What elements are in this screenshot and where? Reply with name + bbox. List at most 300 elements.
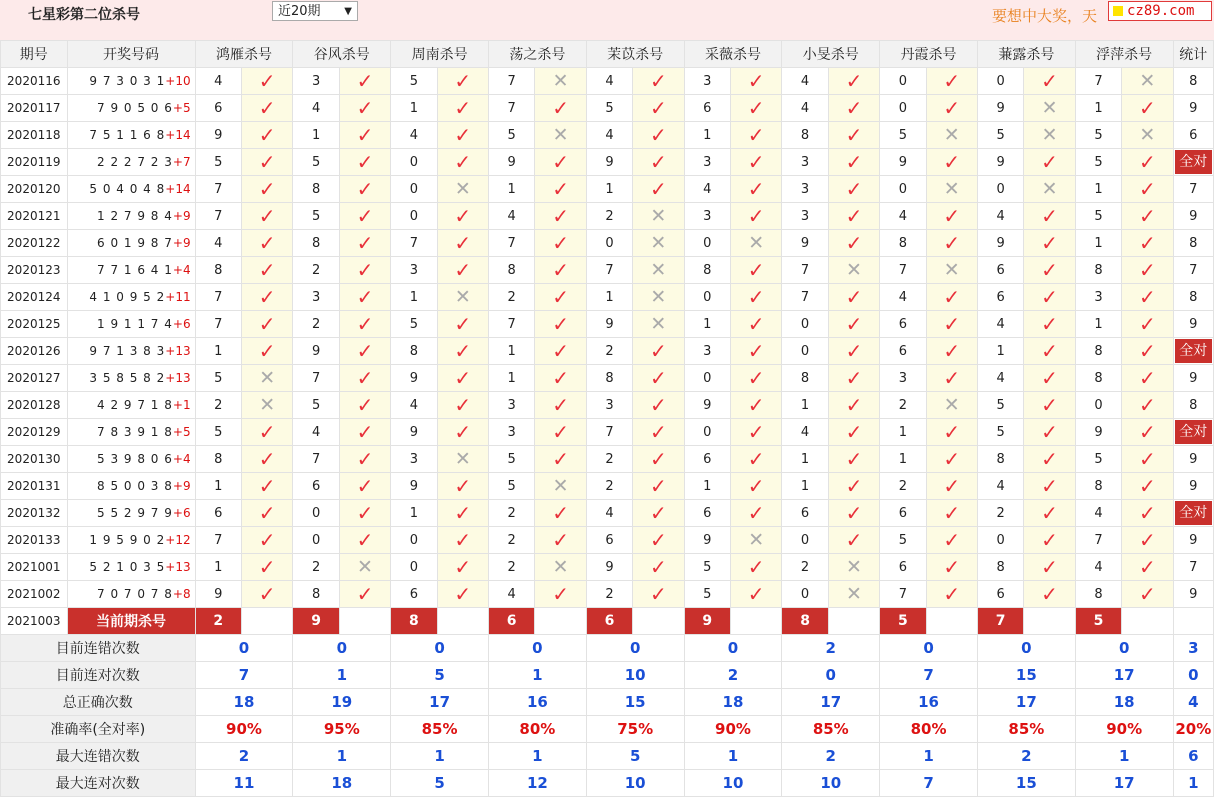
summary-value: 85% — [977, 716, 1075, 743]
check-icon: ✓ — [1041, 257, 1058, 282]
kill-number-cell: 5 — [880, 527, 926, 554]
check-icon: ✓ — [258, 284, 276, 309]
period-cell: 2020121 — [1, 203, 68, 230]
kill-number-cell: 0 — [684, 365, 730, 392]
draw-sum: +12 — [165, 533, 191, 547]
check-icon: ✓ — [454, 500, 472, 525]
result-cell — [1024, 392, 1075, 419]
kill-number-cell: 7 — [1075, 527, 1121, 554]
check-icon: ✓ — [649, 527, 667, 552]
kill-number-cell: 7 — [880, 257, 926, 284]
result-cell — [828, 257, 879, 284]
check-icon: ✓ — [552, 500, 569, 525]
result-cell — [437, 392, 488, 419]
draw-sum: +8 — [172, 587, 191, 601]
summary-value: 0 — [488, 635, 586, 662]
cross-icon: ✕ — [650, 258, 667, 281]
summary-label: 最大连错次数 — [1, 743, 196, 770]
check-icon: ✓ — [943, 500, 961, 525]
check-icon: ✓ — [356, 446, 374, 471]
summary-value: 1 — [488, 743, 586, 770]
kill-number-cell: 7 — [488, 230, 534, 257]
stat-cell: 7 — [1173, 257, 1213, 284]
result-cell — [633, 338, 684, 365]
kill-number-cell: 8 — [586, 365, 632, 392]
kill-number-cell: 6 — [880, 554, 926, 581]
result-cell — [437, 257, 488, 284]
result-cell — [730, 581, 781, 608]
check-icon: ✓ — [258, 203, 276, 228]
summary-value: 0 — [782, 662, 880, 689]
col-header-expert: 蒹露杀号 — [977, 41, 1075, 68]
check-icon: ✓ — [1041, 527, 1058, 552]
check-icon: ✓ — [649, 149, 667, 174]
check-icon: ✓ — [747, 257, 765, 282]
kill-number-cell: 0 — [977, 68, 1023, 95]
period-cell: 2020131 — [1, 473, 68, 500]
result-cell — [633, 149, 684, 176]
result-cell — [241, 230, 292, 257]
kill-number-cell: 4 — [293, 419, 339, 446]
kill-number-cell: 4 — [684, 176, 730, 203]
kill-number-cell: 9 — [391, 365, 437, 392]
site-logo[interactable] — [1108, 1, 1212, 21]
result-cell — [828, 365, 879, 392]
check-icon: ✓ — [552, 257, 569, 282]
cross-icon: ✕ — [1041, 96, 1058, 119]
draw-sum: +6 — [172, 317, 191, 331]
result-cell — [535, 176, 586, 203]
check-icon: ✓ — [1041, 473, 1058, 498]
kill-number-cell: 7 — [880, 581, 926, 608]
table-row — [1, 446, 1214, 473]
kill-number-cell: 8 — [293, 176, 339, 203]
col-header-expert: 茉苡杀号 — [586, 41, 684, 68]
check-icon: ✓ — [1138, 473, 1156, 498]
check-icon: ✓ — [552, 392, 569, 417]
result-cell — [828, 500, 879, 527]
check-icon: ✓ — [747, 365, 765, 390]
check-icon: ✓ — [1138, 176, 1156, 201]
kill-number-cell: 8 — [195, 257, 241, 284]
kill-number-cell: 6 — [684, 500, 730, 527]
check-icon: ✓ — [1041, 149, 1058, 174]
summary-value: 18 — [293, 770, 391, 797]
cross-icon: ✕ — [552, 474, 569, 497]
kill-number-cell: 9 — [488, 149, 534, 176]
current-kill-label: 当前期杀号 — [67, 608, 195, 635]
draw-digits: 7 0 7 0 7 8 — [97, 587, 173, 601]
current-period-cell: 2021003 — [1, 608, 68, 635]
check-icon: ✓ — [258, 176, 276, 201]
cross-icon: ✕ — [1139, 69, 1156, 92]
period-cell: 2020128 — [1, 392, 68, 419]
table-row — [1, 230, 1214, 257]
kill-number-cell: 5 — [977, 419, 1023, 446]
cross-icon: ✕ — [943, 123, 960, 146]
check-icon: ✓ — [454, 203, 472, 228]
kill-number-cell: 1 — [391, 95, 437, 122]
kill-number-cell: 8 — [880, 230, 926, 257]
result-cell — [730, 527, 781, 554]
cross-icon: ✕ — [1041, 177, 1058, 200]
check-icon: ✓ — [454, 95, 472, 120]
kill-number-cell: 6 — [880, 311, 926, 338]
empty-cell — [535, 608, 586, 635]
kill-number-cell: 2 — [586, 581, 632, 608]
kill-number-cell: 1 — [195, 338, 241, 365]
check-icon: ✓ — [943, 365, 961, 390]
summary-value: 18 — [1075, 689, 1173, 716]
stat-cell: 9 — [1173, 365, 1213, 392]
kill-number-cell: 3 — [684, 68, 730, 95]
summary-value: 17 — [1075, 770, 1173, 797]
summary-stat: 20% — [1173, 716, 1213, 743]
check-icon: ✓ — [258, 527, 276, 552]
check-icon: ✓ — [258, 419, 276, 444]
result-cell — [535, 419, 586, 446]
table-row — [1, 365, 1214, 392]
check-icon: ✓ — [552, 527, 569, 552]
result-cell — [437, 68, 488, 95]
result-cell — [828, 527, 879, 554]
draw-digits: 5 5 2 9 7 9 — [97, 506, 173, 520]
kill-number-cell: 2 — [293, 554, 339, 581]
kill-number-cell: 9 — [586, 149, 632, 176]
result-cell — [828, 419, 879, 446]
kill-number-cell: 3 — [782, 149, 828, 176]
kill-number-cell: 9 — [782, 230, 828, 257]
table-row — [1, 203, 1214, 230]
table-row — [1, 392, 1214, 419]
check-icon: ✓ — [356, 149, 374, 174]
table-header-row — [1, 41, 1214, 68]
check-icon: ✓ — [356, 581, 374, 606]
result-cell — [828, 338, 879, 365]
check-icon: ✓ — [649, 338, 667, 363]
result-cell — [926, 527, 977, 554]
stat-cell: 8 — [1173, 68, 1213, 95]
current-kill-number: 2 — [195, 608, 241, 635]
table-row — [1, 338, 1214, 365]
summary-value: 19 — [293, 689, 391, 716]
check-icon: ✓ — [258, 311, 276, 336]
kill-number-cell: 5 — [1075, 203, 1121, 230]
result-cell — [535, 122, 586, 149]
result-cell — [535, 203, 586, 230]
result-cell — [730, 419, 781, 446]
kill-number-cell: 9 — [195, 581, 241, 608]
kill-number-cell: 0 — [391, 554, 437, 581]
check-icon: ✓ — [943, 446, 961, 471]
result-cell — [339, 95, 390, 122]
logo-square-icon — [1113, 6, 1123, 16]
check-icon: ✓ — [454, 230, 472, 255]
check-icon: ✓ — [1138, 149, 1156, 174]
draw-digits: 8 5 0 0 3 8 — [97, 479, 173, 493]
check-icon: ✓ — [845, 419, 863, 444]
table-row — [1, 527, 1214, 554]
kill-number-cell: 3 — [586, 392, 632, 419]
check-icon: ✓ — [258, 500, 276, 525]
check-icon: ✓ — [845, 203, 863, 228]
kill-number-cell: 0 — [293, 500, 339, 527]
result-cell — [339, 554, 390, 581]
kill-number-cell: 8 — [293, 581, 339, 608]
draw-digits: 6 0 1 9 8 7 — [97, 236, 173, 250]
draw-digits: 4 1 0 9 5 2 — [89, 290, 166, 304]
summary-value: 15 — [977, 662, 1075, 689]
summary-stat: 6 — [1173, 743, 1213, 770]
summary-label: 准确率(全对率) — [1, 716, 196, 743]
summary-value: 80% — [488, 716, 586, 743]
result-cell — [241, 95, 292, 122]
kill-number-cell: 1 — [488, 176, 534, 203]
check-icon: ✓ — [356, 365, 374, 390]
kill-number-cell: 4 — [488, 203, 534, 230]
check-icon: ✓ — [454, 149, 472, 174]
kill-number-cell: 4 — [1075, 500, 1121, 527]
kill-number-cell: 9 — [586, 311, 632, 338]
kill-number-cell: 8 — [391, 338, 437, 365]
result-cell — [437, 149, 488, 176]
table-row — [1, 311, 1214, 338]
result-cell — [339, 176, 390, 203]
result-cell — [437, 446, 488, 473]
check-icon: ✓ — [1041, 554, 1058, 579]
col-header-expert: 浮萍杀号 — [1075, 41, 1173, 68]
current-kill-number: 6 — [488, 608, 534, 635]
check-icon: ✓ — [649, 122, 667, 147]
current-kill-number: 9 — [684, 608, 730, 635]
result-cell — [730, 500, 781, 527]
result-cell — [828, 311, 879, 338]
kill-number-cell: 4 — [782, 68, 828, 95]
result-cell — [1024, 284, 1075, 311]
kill-number-cell: 6 — [977, 257, 1023, 284]
table-row — [1, 122, 1214, 149]
period-range-value: 近20期 — [278, 4, 321, 19]
result-cell — [535, 500, 586, 527]
all-correct-badge: 全对 — [1175, 420, 1212, 444]
kill-number-cell: 0 — [782, 338, 828, 365]
check-icon: ✓ — [1041, 419, 1058, 444]
stat-cell — [1173, 500, 1213, 527]
result-cell — [241, 473, 292, 500]
result-cell — [926, 554, 977, 581]
table-row — [1, 581, 1214, 608]
check-icon: ✓ — [747, 581, 765, 606]
summary-value: 1 — [293, 743, 391, 770]
kill-number-cell: 7 — [1075, 68, 1121, 95]
kill-number-cell: 4 — [391, 122, 437, 149]
check-icon: ✓ — [1138, 527, 1156, 552]
kill-number-cell: 4 — [195, 230, 241, 257]
result-cell — [926, 68, 977, 95]
result-cell — [633, 554, 684, 581]
kill-number-cell: 8 — [1075, 473, 1121, 500]
kill-number-cell: 5 — [684, 554, 730, 581]
table-row — [1, 419, 1214, 446]
check-icon: ✓ — [356, 230, 374, 255]
kill-number-cell: 8 — [488, 257, 534, 284]
result-cell — [1024, 581, 1075, 608]
stat-cell: 7 — [1173, 176, 1213, 203]
table-row — [1, 500, 1214, 527]
check-icon: ✓ — [649, 68, 667, 93]
kill-number-cell: 6 — [977, 284, 1023, 311]
col-header-period: 期号 — [1, 41, 68, 68]
result-cell — [339, 68, 390, 95]
result-cell — [1122, 284, 1173, 311]
stat-cell: 8 — [1173, 284, 1213, 311]
result-cell — [1122, 446, 1173, 473]
check-icon: ✓ — [649, 500, 667, 525]
table-row — [1, 176, 1214, 203]
result-cell — [437, 500, 488, 527]
cross-icon: ✕ — [846, 582, 862, 605]
check-icon: ✓ — [845, 149, 863, 174]
check-icon: ✓ — [356, 392, 374, 417]
summary-value: 80% — [880, 716, 978, 743]
draw-digits: 7 5 1 1 6 8 — [89, 128, 166, 142]
empty-cell — [1122, 608, 1173, 635]
draw-sum: +13 — [165, 371, 191, 385]
kill-number-cell: 0 — [782, 527, 828, 554]
chevron-down-icon: ▼ — [344, 6, 352, 17]
result-cell — [1122, 95, 1173, 122]
result-cell — [1122, 203, 1173, 230]
check-icon: ✓ — [1138, 203, 1156, 228]
result-cell — [1024, 473, 1075, 500]
period-cell: 2020127 — [1, 365, 68, 392]
result-cell — [828, 473, 879, 500]
kill-number-cell: 5 — [391, 68, 437, 95]
kill-number-cell: 1 — [293, 122, 339, 149]
kill-number-cell: 7 — [488, 311, 534, 338]
check-icon: ✓ — [552, 230, 569, 255]
kill-number-cell: 1 — [391, 500, 437, 527]
check-icon: ✓ — [258, 581, 276, 606]
summary-value: 17 — [1075, 662, 1173, 689]
draw-number-cell — [67, 176, 195, 203]
draw-digits: 1 9 5 9 0 2 — [89, 533, 166, 547]
kill-number-cell: 9 — [195, 122, 241, 149]
result-cell — [1122, 68, 1173, 95]
kill-number-cell: 6 — [586, 527, 632, 554]
draw-sum: +10 — [165, 74, 191, 88]
period-range-select[interactable] — [272, 1, 358, 21]
check-icon: ✓ — [258, 338, 276, 363]
result-cell — [437, 311, 488, 338]
check-icon: ✓ — [649, 446, 667, 471]
summary-value: 85% — [782, 716, 880, 743]
result-cell — [828, 68, 879, 95]
summary-value: 18 — [684, 689, 782, 716]
result-cell — [241, 311, 292, 338]
check-icon: ✓ — [1138, 554, 1156, 579]
check-icon: ✓ — [747, 149, 765, 174]
check-icon: ✓ — [845, 176, 863, 201]
result-cell — [535, 68, 586, 95]
col-header-expert: 丹霞杀号 — [880, 41, 978, 68]
kill-number-cell: 5 — [977, 392, 1023, 419]
result-cell — [828, 392, 879, 419]
check-icon: ✓ — [747, 419, 765, 444]
kill-number-cell: 4 — [977, 203, 1023, 230]
stat-cell: 8 — [1173, 230, 1213, 257]
result-cell — [730, 68, 781, 95]
draw-sum: +9 — [172, 209, 191, 223]
result-cell — [1122, 149, 1173, 176]
check-icon: ✓ — [1041, 311, 1058, 336]
period-cell: 2020124 — [1, 284, 68, 311]
kill-number-cell: 3 — [782, 203, 828, 230]
result-cell — [437, 419, 488, 446]
summary-row — [1, 770, 1214, 797]
summary-value: 5 — [586, 743, 684, 770]
kill-number-cell: 1 — [782, 473, 828, 500]
check-icon: ✓ — [258, 68, 276, 93]
check-icon: ✓ — [1138, 230, 1156, 255]
kill-number-cell: 7 — [293, 365, 339, 392]
check-icon: ✓ — [258, 446, 276, 471]
stat-cell: 9 — [1173, 311, 1213, 338]
kill-number-cell: 9 — [684, 527, 730, 554]
result-cell — [1122, 122, 1173, 149]
summary-row — [1, 662, 1214, 689]
kill-number-cell: 3 — [391, 446, 437, 473]
check-icon: ✓ — [747, 95, 765, 120]
kill-number-cell: 7 — [488, 68, 534, 95]
kill-number-cell: 1 — [782, 446, 828, 473]
check-icon: ✓ — [845, 500, 863, 525]
cross-icon: ✕ — [650, 285, 667, 308]
result-cell — [1024, 527, 1075, 554]
summary-value: 1 — [684, 743, 782, 770]
summary-value: 18 — [195, 689, 293, 716]
check-icon: ✓ — [454, 122, 472, 147]
col-header-expert: 荡之杀号 — [488, 41, 586, 68]
summary-value: 5 — [391, 662, 489, 689]
draw-sum: +9 — [172, 479, 191, 493]
period-cell: 2020120 — [1, 176, 68, 203]
check-icon: ✓ — [943, 338, 961, 363]
kill-number-cell: 6 — [293, 473, 339, 500]
kill-number-cell: 0 — [391, 203, 437, 230]
check-icon: ✓ — [845, 230, 863, 255]
check-icon: ✓ — [356, 284, 374, 309]
result-cell — [828, 284, 879, 311]
result-cell — [730, 365, 781, 392]
draw-digits: 7 9 0 5 0 6 — [97, 101, 173, 115]
result-cell — [633, 284, 684, 311]
current-period-row — [1, 608, 1214, 635]
summary-label: 目前连对次数 — [1, 662, 196, 689]
check-icon: ✓ — [552, 419, 569, 444]
draw-number-cell — [67, 581, 195, 608]
kill-number-cell: 4 — [586, 122, 632, 149]
result-cell — [633, 446, 684, 473]
cross-icon: ✕ — [552, 555, 569, 578]
result-cell — [633, 365, 684, 392]
result-cell — [633, 581, 684, 608]
check-icon: ✓ — [552, 284, 569, 309]
kill-number-cell: 0 — [684, 230, 730, 257]
result-cell — [1024, 176, 1075, 203]
kill-number-cell: 3 — [684, 203, 730, 230]
draw-number-cell — [67, 68, 195, 95]
